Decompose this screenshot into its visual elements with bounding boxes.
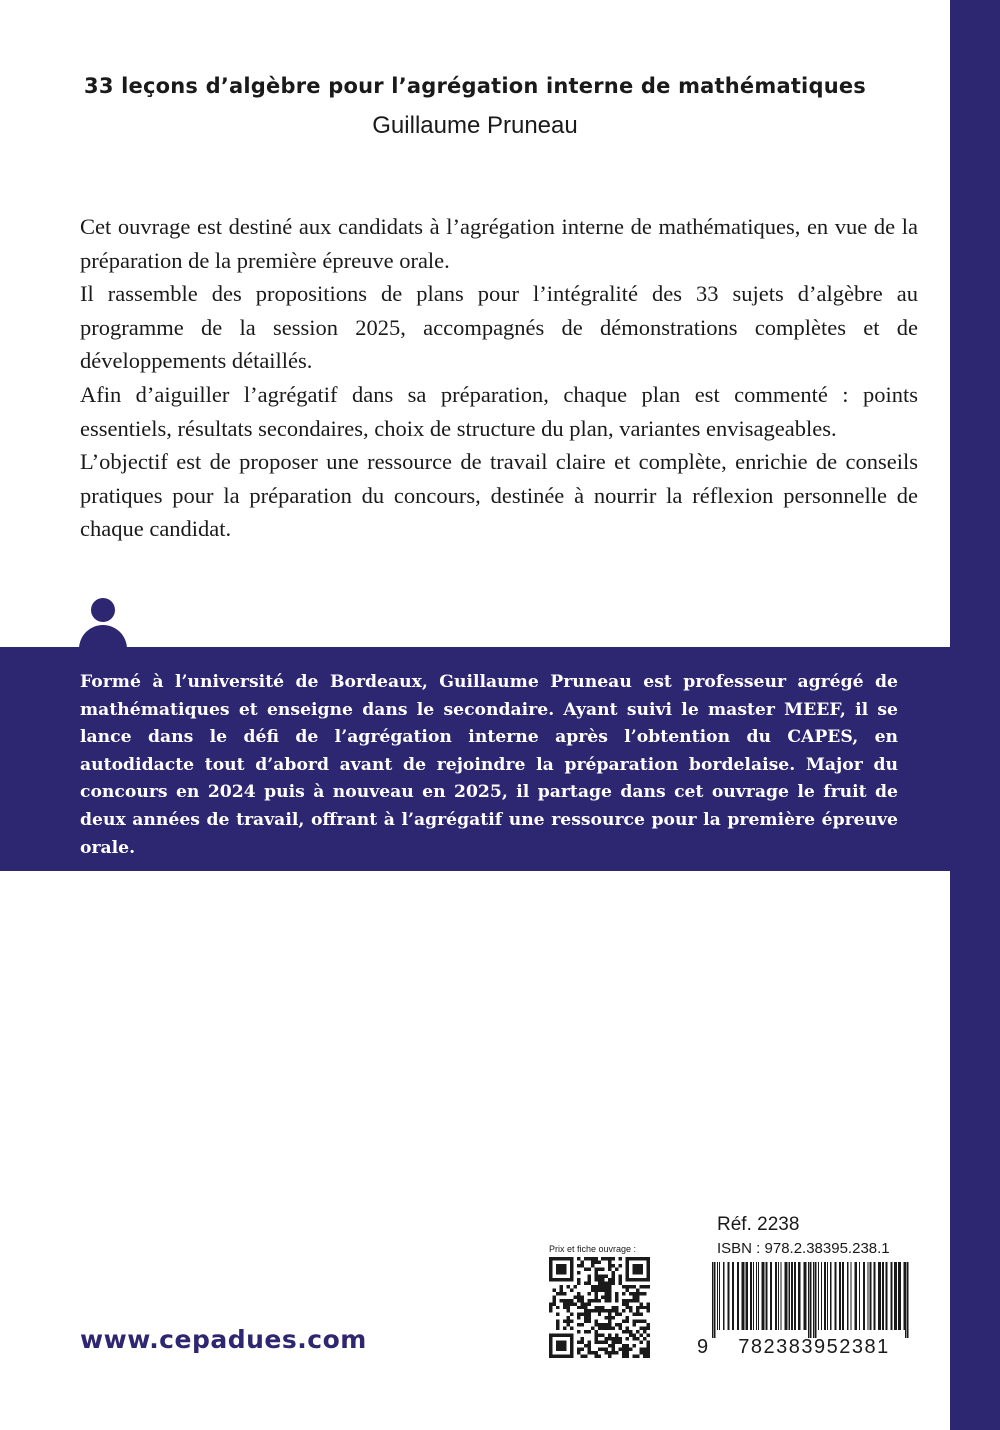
barcode-first-digit: 9 [697, 1336, 709, 1358]
author-bio-band [0, 647, 950, 871]
person-icon [78, 598, 128, 648]
book-title: 33 leçons d’algèbre pour l’agrégation interne de mathématiques [84, 74, 866, 98]
barcode-icon [712, 1262, 910, 1338]
book-author: Guillaume Pruneau [372, 112, 578, 139]
description-paragraph: Cet ouvrage est destiné aux candidats à l’agrégation interne de mathématiques, en vue de la préparation de la première épreuve orale. [80, 214, 918, 273]
isbn-number: ISBN : 978.2.38395.238.1 [717, 1240, 890, 1257]
cover-spine-band [950, 0, 1000, 1430]
description-paragraph: Afin d’aiguiller l’agrégatif dans sa préparation, chaque plan est commenté : points essentiels, résultats secondaires, choix de structure du plan, variantes envisageables. [80, 381, 918, 441]
qr-label: Prix et fiche ouvrage : [549, 1244, 637, 1254]
person-icon-head [91, 598, 115, 622]
reference-number: Réf. 2238 [717, 1214, 800, 1235]
description-paragraph: L’objectif est de proposer une ressource de travail claire et complète, enrichie de conseils pratiques pour la préparation du concours, destinée à nourrir la réflexion personnelle de chaque candidat. [80, 449, 918, 542]
author-bio-text: Formé à l’université de Bordeaux, Guillaume Pruneau est professeur agrégé de mathématiques et enseigne dans le secondaire. Ayant suivi le master MEEF, il se lance dans le défi de l’agrégation interne après l’obtention du CAPES, en autodidacte tout d’abord avant de rejoindre la préparation bordelaise. Major du concours en 2024 puis à nouveau en 2025, il partage dans cet ouvrage le fruit de deux années de travail, offrant à l’agrégatif une ressource pour la première épreuve orale. [80, 672, 898, 858]
publisher-website[interactable]: www.cepadues.com [80, 1325, 367, 1354]
book-description [80, 210, 918, 546]
barcode-digits: 782383952381 [738, 1336, 890, 1358]
description-paragraph: Il rassemble des propositions de plans pour l’intégralité des 33 sujets d’algèbre au programme de la session 2025, accompagnés de démonstrations complètes et de développements détaillés. [80, 281, 918, 374]
qr-code-icon[interactable] [549, 1257, 650, 1358]
